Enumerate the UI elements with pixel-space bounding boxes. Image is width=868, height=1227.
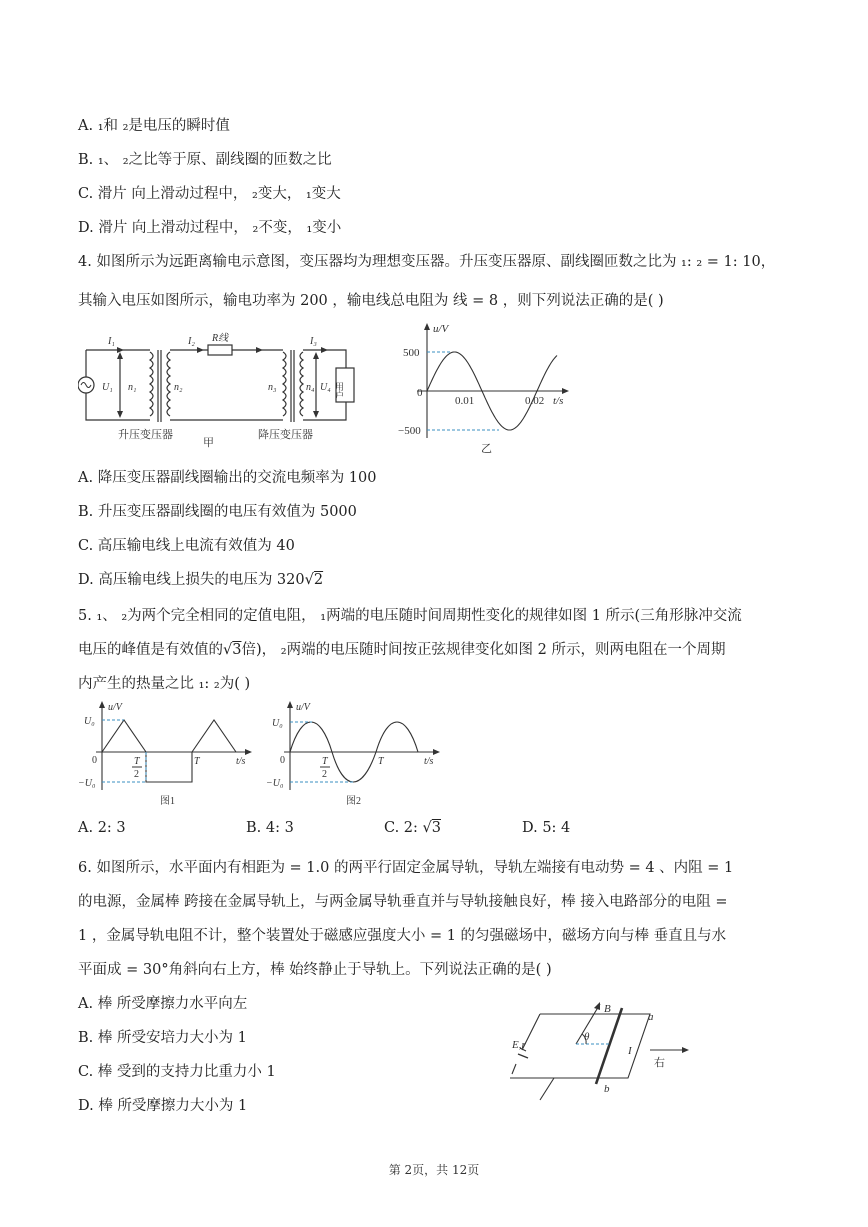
graph-yneg: −500 [398, 425, 421, 437]
graph-xlabel: t/s [553, 395, 564, 407]
q4-d-radicand: 2 [313, 572, 324, 588]
q3-option-c: C. 滑片 向上滑动过程中， ₂变大， ₁变大 [78, 186, 341, 202]
fig2-u0: U₀ [272, 718, 283, 729]
label-i2: I₂ [188, 336, 195, 347]
fig2-zero: 0 [280, 755, 285, 766]
q6-stem-line3: 1 ，金属导轨电阻不计，整个装置处于磁感应强度大小 = 1 的匀强磁场中，磁场方向与棒 垂直且与水 [78, 928, 727, 944]
q6-option-b: B. 棒 所受安培力大小为 1 [78, 1030, 247, 1046]
label-i3: I₃ [310, 336, 317, 347]
q4-option-b: B. 升压变压器副线圈的电压有效值为 5000 [78, 504, 357, 520]
fig2-half-t: T [322, 756, 328, 767]
q4-d-text: D. 高压输电线上损失的电压为 320 [78, 572, 305, 588]
sqrt-symbol: √ [304, 572, 314, 588]
label-n2: n₂ [174, 382, 183, 393]
q5-figure-1 [78, 698, 258, 810]
q6-stem-line1: 6. 如图所示，水平面内有相距为 = 1.0 的两平行固定金属导轨，导轨左端接有电动势 = 4 、内阻 = 1 [78, 860, 734, 876]
label-n3: n₃ [268, 382, 277, 393]
fig2-neg: −U₀ [266, 778, 284, 789]
label-source: E,r [512, 1039, 526, 1051]
label-step-up: 升压变压器 [118, 429, 173, 441]
q5-option-b: B. 4: 3 [246, 820, 294, 836]
q5-stem-line1: 5. ₁、 ₂为两个完全相同的定值电阻， ₁两端的电压随时间周期性变化的规律如图 1 所示(三角形脉冲交流 [78, 608, 742, 624]
q4-stem-line1: 4. 如图所示为远距离输电示意图，变压器均为理想变压器。升压变压器原、副线圈匝数之比为 ₁: ₂ = 1: 10， [78, 254, 776, 270]
label-n4: n₄ [306, 382, 315, 393]
label-n1: n₁ [128, 382, 137, 393]
sqrt-symbol: √ [223, 642, 233, 658]
fig2-t: T [378, 756, 384, 767]
fig1-caption: 图1 [160, 796, 175, 807]
q4-stem-line2: 其输入电压如图所示，输电功率为 200 ，输电线总电阻为 线 = 8 ，则下列说法正确的是( ) [78, 293, 664, 309]
label-u1: U₁ [102, 382, 113, 393]
q5-line2-radicand: 3 [232, 642, 242, 658]
q4-option-a: A. 降压变压器副线圈输出的交流电频率为 100 [78, 470, 377, 486]
q3-option-d: D. 滑片 向上滑动过程中， ₂不变， ₁变小 [78, 220, 342, 236]
caption-jia: 甲 [203, 437, 214, 448]
graph-x1: 0.01 [455, 395, 475, 407]
fig1-zero: 0 [92, 755, 97, 766]
fig2-caption: 图2 [346, 796, 361, 807]
q5-stem-line3: 内产生的热量之比 ₁: ₂为( ) [78, 676, 251, 692]
q5-option-d: D. 5: 4 [522, 820, 571, 836]
label-r-line: R线 [212, 333, 229, 344]
q4-option-c: C. 高压输电线上电流有效值为 40 [78, 538, 295, 554]
fig1-neg: −U₀ [78, 778, 96, 789]
q3-option-a: A. ₁和 ₂是电压的瞬时值 [78, 118, 230, 134]
label-right: 右 [654, 1057, 665, 1069]
q6-stem-line4: 平面成 = 30°角斜向右上方，棒 始终静止于导轨上。下列说法正确的是( ) [78, 962, 552, 978]
label-theta: θ [584, 1031, 590, 1043]
label-u4: U₄ [320, 382, 331, 393]
q5-option-c [384, 820, 441, 836]
q4-voltage-graph [395, 318, 575, 456]
q5-figure-2 [266, 698, 446, 810]
label-i1: I₁ [108, 336, 115, 347]
q6-option-a: A. 棒 所受摩擦力水平向左 [78, 996, 248, 1012]
sqrt-symbol: √ [422, 820, 432, 836]
graph-ypos: 500 [403, 347, 420, 359]
label-b: b [604, 1083, 610, 1095]
q5-stem-line2 [78, 638, 726, 659]
q6-option-c: C. 棒 受到的支持力比重力小 1 [78, 1064, 276, 1080]
q6-rail-figure [500, 992, 700, 1102]
fig1-t: T [194, 756, 200, 767]
fig2-ylabel: u/V [296, 702, 310, 713]
fig1-u0: U₀ [84, 716, 95, 727]
caption-yi: 乙 [481, 443, 492, 455]
graph-ylabel: u/V [433, 323, 449, 335]
fig2-den: 2 [322, 769, 327, 780]
label-b-field: B [604, 1003, 611, 1015]
fig1-half-t: T [134, 756, 140, 767]
q5-line2-part1: 电压的峰值是有效值的 [78, 642, 223, 658]
label-current: I [628, 1045, 632, 1057]
q3-option-b: B. ₁、 ₂之比等于原、副线圈的匝数之比 [78, 152, 332, 168]
graph-x2: 0.02 [525, 395, 545, 407]
label-step-down: 降压变压器 [258, 429, 313, 441]
q4-option-d [78, 568, 323, 589]
q6-stem-line2: 的电源，金属棒 跨接在金属导轨上，与两金属导轨垂直并与导轨接触良好，棒 接入电路部分的电阻 = [78, 894, 728, 910]
q5-option-a: A. 2: 3 [78, 820, 126, 836]
fig1-xlabel: t/s [236, 756, 246, 767]
q5-c-radicand: 3 [431, 820, 441, 836]
label-a: a [648, 1011, 654, 1023]
q6-option-d: D. 棒 所受摩擦力大小为 1 [78, 1098, 248, 1114]
fig1-ylabel: u/V [108, 702, 122, 713]
fig2-xlabel: t/s [424, 756, 434, 767]
page-footer: 第 2页，共 12页 [388, 1163, 480, 1177]
q4-circuit-figure [78, 330, 360, 448]
q5-c-text: C. 2: [384, 820, 423, 836]
q5-line2-part2: 倍)， ₂两端的电压随时间按正弦规律变化如图 2 所示，则两电阻在一个周期 [241, 642, 726, 658]
graph-yzero: 0 [417, 387, 423, 399]
fig1-den: 2 [134, 769, 139, 780]
label-user: 用户 [334, 382, 344, 400]
